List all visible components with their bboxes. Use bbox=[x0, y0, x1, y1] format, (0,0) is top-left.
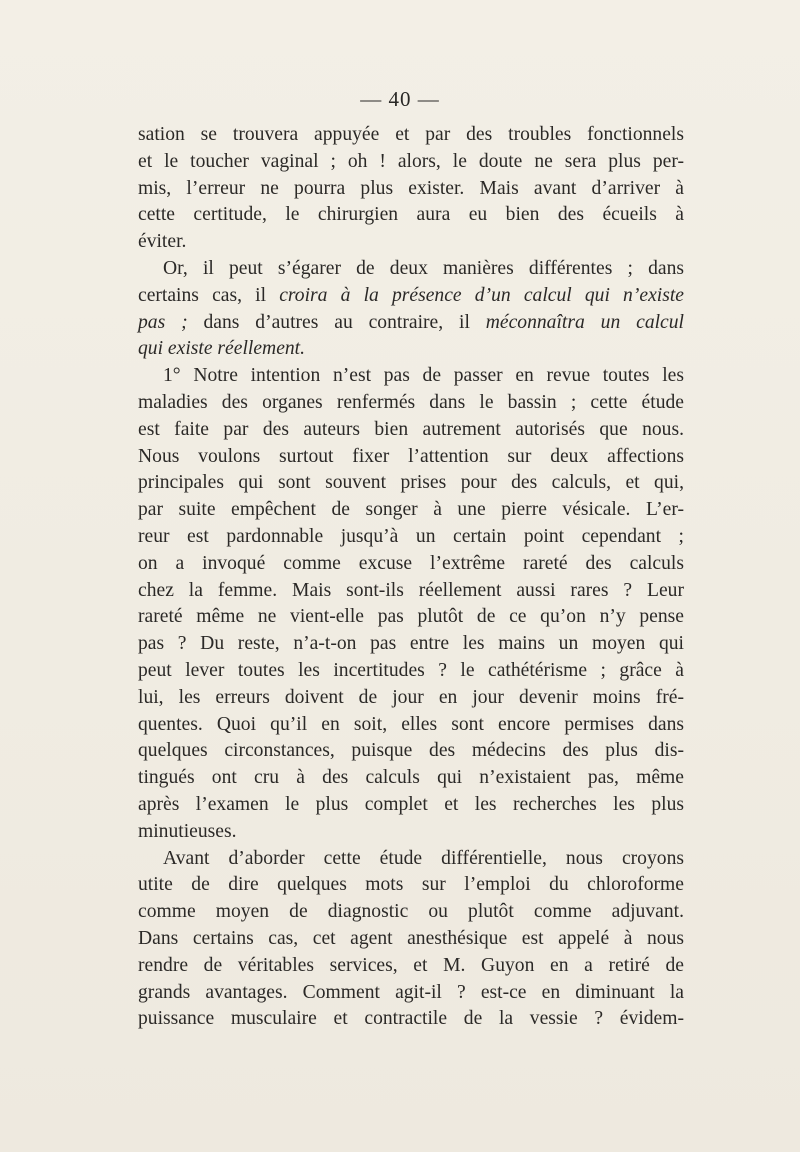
text-line: Or, il peut s’égarer de deux manières différentes ; dans bbox=[163, 257, 684, 279]
text-line bbox=[138, 310, 684, 337]
text-line: rareté même ne vient-elle pas plutôt de ce qu’on n’y pense bbox=[138, 606, 684, 628]
text-line: cette certitude, le chirurgien aura eu bien des écueils à bbox=[138, 204, 684, 226]
italic-phrase: croira à la présence d’un calcul qui n’existe bbox=[279, 284, 684, 306]
line-segment: certains cas, il bbox=[138, 284, 280, 306]
text-line: Avant d’aborder cette étude différentielle, nous croyons bbox=[163, 847, 684, 869]
text-line: rendre de véritables services, et M. Guyon en a retiré de bbox=[138, 954, 684, 976]
text-line: 1° Notre intention n’est pas de passer en revue toutes les bbox=[163, 365, 684, 387]
text-line: Nous voulons surtout fixer l’attention sur deux affections bbox=[138, 445, 684, 467]
text-line: principales qui sont souvent prises pour des calculs, et qui, bbox=[138, 472, 684, 494]
page-number: — 40 — bbox=[360, 87, 440, 111]
text-line: puissance musculaire et contractile de la vessie ? évidem- bbox=[138, 1008, 684, 1030]
italic-phrase: méconnaîtra un calcul bbox=[485, 311, 684, 333]
text-line: lui, les erreurs doivent de jour en jour devenir moins fré- bbox=[138, 686, 684, 708]
text-line: mis, l’erreur ne pourra plus exister. Mais avant d’arriver à bbox=[138, 177, 684, 199]
text-line: maladies des organes renfermés dans le bassin ; cette étude bbox=[138, 391, 684, 413]
text-line: peut lever toutes les incertitudes ? le cathétérisme ; grâce à bbox=[138, 659, 684, 681]
text-line: utite de dire quelques mots sur l’emploi du chloroforme bbox=[138, 874, 684, 896]
text-line bbox=[138, 283, 684, 310]
text-line: et le toucher vaginal ; oh ! alors, le doute ne sera plus per- bbox=[138, 150, 684, 172]
text-line: quelques circonstances, puisque des médecins des plus dis- bbox=[138, 740, 684, 762]
text-line: par suite empêchent de songer à une pierre vésicale. L’er- bbox=[138, 499, 684, 521]
text-line: qui existe réellement. bbox=[138, 338, 306, 360]
text-line: Dans certains cas, cet agent anesthésique est appelé à nous bbox=[138, 927, 684, 949]
text-line: tingués ont cru à des calculs qui n’existaient pas, même bbox=[138, 767, 684, 789]
text-line: pas ? Du reste, n’a-t-on pas entre les mains un moyen qui bbox=[138, 633, 684, 655]
text-line: reur est pardonnable jusqu’à un certain point cependant ; bbox=[138, 525, 684, 547]
text-line: est faite par des auteurs bien autrement autorisés que nous. bbox=[138, 418, 684, 440]
text-line: sation se trouvera appuyée et par des troubles fonctionnels bbox=[138, 124, 684, 145]
text-line: quentes. Quoi qu’il en soit, elles sont encore permises dans bbox=[138, 713, 684, 735]
text-line: comme moyen de diagnostic ou plutôt comme adjuvant. bbox=[138, 901, 684, 923]
text-line: on a invoqué comme excuse l’extrême rareté des calculs bbox=[138, 552, 684, 574]
text-line: minutieuses. bbox=[138, 820, 237, 842]
text-line: éviter. bbox=[138, 231, 187, 253]
body-text bbox=[138, 122, 684, 1033]
italic-phrase: pas ; bbox=[138, 311, 188, 333]
text-line: chez la femme. Mais sont-ils réellement aussi rares ? Leur bbox=[138, 579, 684, 601]
text-line: après l’examen le plus complet et les recherches les plus bbox=[138, 793, 684, 815]
line-segment: dans d’autres au contraire, il bbox=[187, 311, 486, 333]
text-line: grands avantages. Comment agit-il ? est-ce en diminuant la bbox=[138, 981, 684, 1003]
